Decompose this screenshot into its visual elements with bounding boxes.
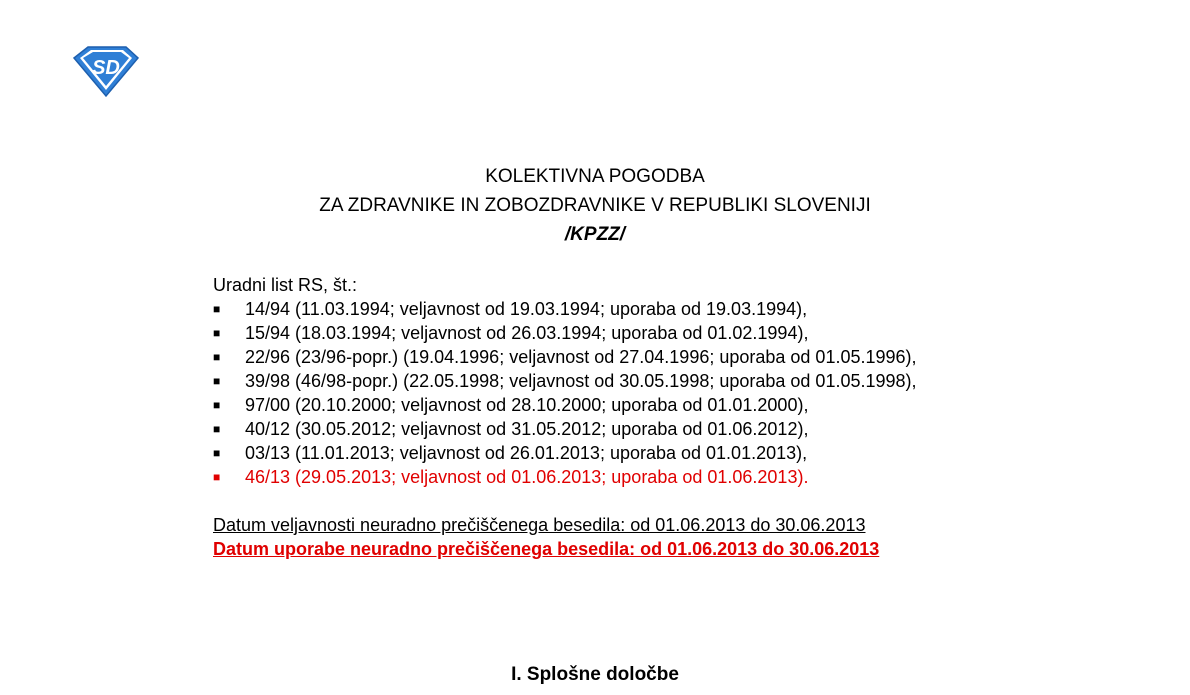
gazette-item-text: 97/00 (20.10.2000; veljavnost od 28.10.2000; uporaba od 01.01.2000), — [245, 395, 809, 415]
bullet-icon: ■ — [213, 326, 221, 340]
title-line-1: KOLEKTIVNA POGODBA — [485, 166, 705, 187]
gazette-item-text: 46/13 (29.05.2013; veljavnost od 01.06.2013; uporaba od 01.06.2013). — [245, 467, 809, 487]
gazette-item — [181, 369, 1007, 393]
gazette-section — [181, 273, 1007, 561]
bullet-icon: ■ — [213, 302, 221, 316]
gazette-item — [181, 321, 1007, 345]
gazette-item-text: 39/98 (46/98-popr.) (22.05.1998; veljavnost od 30.05.1998; uporaba od 01.05.1998), — [245, 371, 917, 391]
gazette-item — [181, 297, 1007, 321]
validity-date: Datum veljavnosti neuradno prečiščenega besedila: od 01.06.2013 do 30.06.2013 — [213, 515, 866, 535]
title-line-2: ZA ZDRAVNIKE IN ZOBOZDRAVNIKE V REPUBLIKI SLOVENIJI — [319, 195, 871, 216]
document-title — [0, 162, 1190, 249]
sd-logo — [70, 44, 140, 98]
section-heading: I. Splošne določbe — [511, 664, 679, 685]
gazette-item — [181, 393, 1007, 417]
gazette-item-latest — [181, 465, 1007, 489]
sd-shield-logo-icon — [70, 44, 140, 98]
title-abbreviation: /KPZZ/ — [564, 224, 626, 245]
gazette-item-text: 15/94 (18.03.1994; veljavnost od 26.03.1994; uporaba od 01.02.1994), — [245, 323, 809, 343]
logo-text: SD — [92, 57, 120, 79]
gazette-label: Uradni list RS, št.: — [213, 275, 358, 295]
gazette-item — [181, 441, 1007, 465]
bullet-icon: ■ — [213, 446, 221, 460]
gazette-item — [181, 417, 1007, 441]
gazette-item-text: 14/94 (11.03.1994; veljavnost od 19.03.1994; uporaba od 19.03.1994), — [245, 299, 808, 319]
bullet-icon: ■ — [213, 398, 221, 412]
bullet-icon: ■ — [213, 422, 221, 436]
bullet-icon: ■ — [213, 350, 221, 364]
application-date: Datum uporabe neuradno prečiščenega besedila: od 01.06.2013 do 30.06.2013 — [213, 539, 880, 559]
bullet-icon: ■ — [213, 470, 221, 484]
gazette-item — [181, 345, 1007, 369]
bullet-icon: ■ — [213, 374, 221, 388]
consolidation-dates — [181, 513, 1007, 561]
gazette-item-text: 40/12 (30.05.2012; veljavnost od 31.05.2012; uporaba od 01.06.2012), — [245, 419, 809, 439]
gazette-item-text: 03/13 (11.01.2013; veljavnost od 26.01.2013; uporaba od 01.01.2013), — [245, 443, 808, 463]
gazette-item-text: 22/96 (23/96-popr.) (19.04.1996; veljavnost od 27.04.1996; uporaba od 01.05.1996), — [245, 347, 917, 367]
